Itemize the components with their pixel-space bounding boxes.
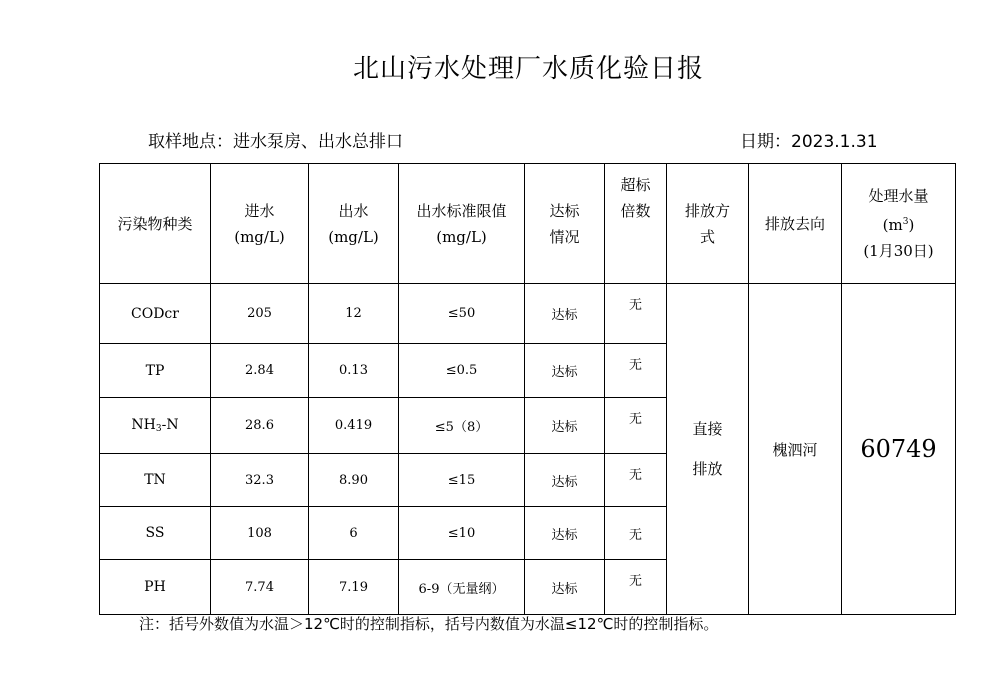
influent-value: 2.84 [211,344,309,398]
pollutant-name: CODcr [100,284,211,344]
header-influent-line1: 进水 [244,201,275,220]
pollutant-name-tail: -N [161,417,179,433]
exceed-multiple: 无 [605,398,667,454]
pollutant-name: PH [100,560,211,615]
header-row [100,164,956,284]
discharge-destination: 槐泗河 [749,284,842,615]
header-exceed [605,164,667,284]
report-title: 北山污水处理厂水质化验日报 [352,54,704,84]
pollutant-name [100,398,211,454]
standard-limit: ≤5（8） [399,398,525,454]
discharge-method-line2: 排放 [692,460,723,478]
header-method [667,164,749,284]
standard-limit: ≤10 [399,507,525,560]
influent-value: 32.3 [211,454,309,507]
pollutant-name: TP [100,344,211,398]
pollutant-name-main: NH [131,417,156,433]
standard-limit: ≤50 [399,284,525,344]
compliance-status: 达标 [525,398,605,454]
header-volume [842,164,956,284]
exceed-multiple: 无 [605,507,667,560]
header-standard-unit: (mg/L) [436,227,487,246]
table-row [100,284,956,344]
effluent-value: 0.419 [309,398,399,454]
header-standard-line1: 出水标准限值 [416,201,507,220]
header-effluent [309,164,399,284]
header-volume-date: (1月30日) [863,242,934,260]
header-destination: 排放去向 [749,164,842,284]
header-compliance-line2: 情况 [549,227,580,246]
water-quality-table [99,163,956,615]
influent-value: 205 [211,284,309,344]
header-effluent-line1: 出水 [338,201,369,220]
standard-limit: ≤15 [399,454,525,507]
compliance-status: 达标 [525,284,605,344]
unit-close: ) [908,216,915,234]
header-influent-unit: (mg/L) [234,227,285,246]
compliance-status: 达标 [525,507,605,560]
header-exceed-line2: 倍数 [620,202,651,220]
effluent-value: 0.13 [309,344,399,398]
effluent-value: 8.90 [309,454,399,507]
header-volume-unit [842,209,955,238]
compliance-status: 达标 [525,560,605,615]
unit-open: (m [882,216,903,234]
pollutant-name-subscript: 3 [155,424,162,434]
header-influent [211,164,309,284]
influent-value: 28.6 [211,398,309,454]
header-effluent-unit: (mg/L) [328,227,379,246]
unit-superscript: 3 [902,217,909,227]
header-exceed-line1: 超标 [620,176,651,194]
discharge-method-line1: 直接 [692,420,723,438]
header-standard [399,164,525,284]
effluent-value: 12 [309,284,399,344]
report-date: 日期：2023.1.31 [740,132,878,152]
standard-limit: ≤0.5 [399,344,525,398]
influent-value: 7.74 [211,560,309,615]
compliance-status: 达标 [525,454,605,507]
header-compliance [525,164,605,284]
exceed-multiple: 无 [605,284,667,344]
header-volume-line1: 处理水量 [868,187,929,205]
discharge-method [667,284,749,615]
standard-limit: 6-9（无量纲） [399,560,525,615]
effluent-value: 6 [309,507,399,560]
influent-value: 108 [211,507,309,560]
compliance-status: 达标 [525,344,605,398]
exceed-multiple: 无 [605,560,667,615]
effluent-value: 7.19 [309,560,399,615]
exceed-multiple: 无 [605,344,667,398]
treated-volume: 60749 [842,284,956,615]
header-pollutant: 污染物种类 [100,164,211,284]
header-compliance-line1: 达标 [549,201,580,220]
footnote: 注：括号外数值为水温＞12℃时的控制指标，括号内数值为水温≤12℃时的控制指标。 [139,615,719,633]
header-method-line2: 式 [699,227,715,246]
pollutant-name: TN [100,454,211,507]
sampling-location: 取样地点：进水泵房、出水总排口 [148,132,403,152]
pollutant-name: SS [100,507,211,560]
exceed-multiple: 无 [605,454,667,507]
header-method-line1: 排放方 [684,201,730,220]
